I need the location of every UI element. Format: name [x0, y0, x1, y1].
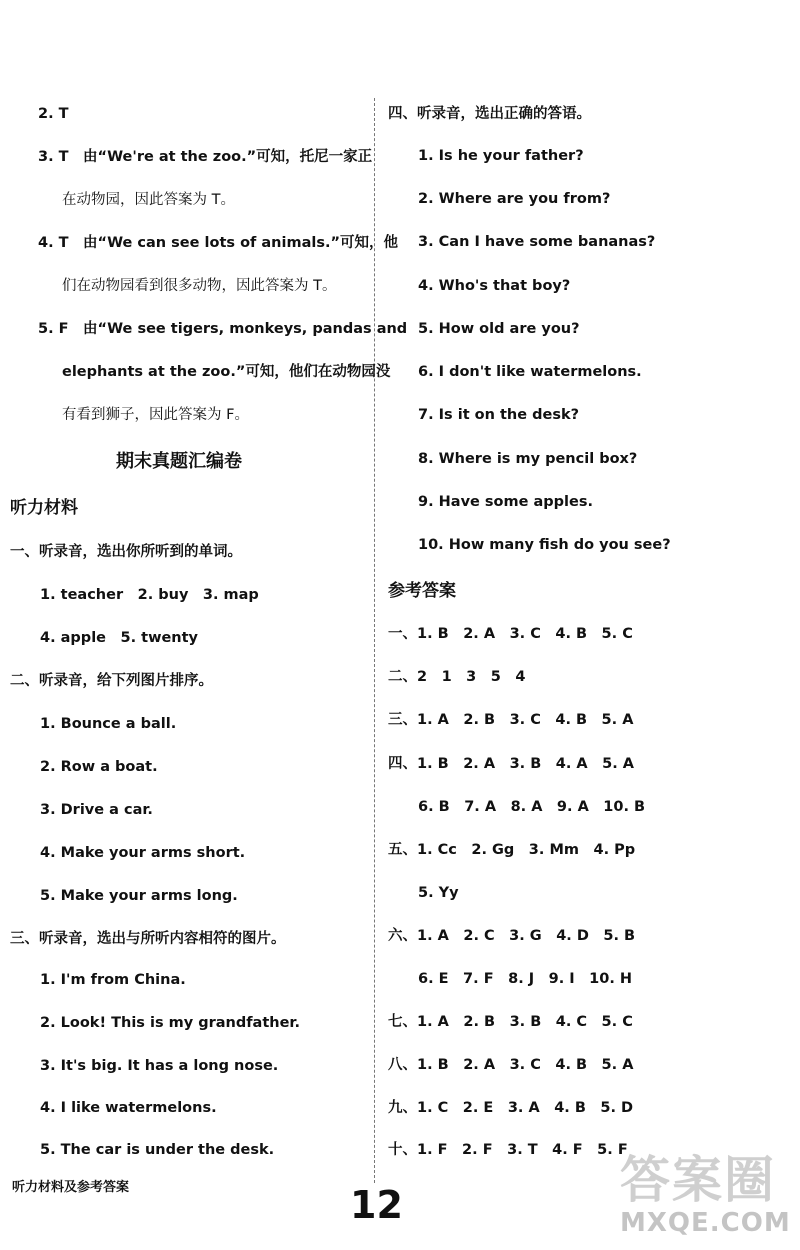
watermark-bottom-text: MXQE.COM — [620, 1208, 791, 1238]
answer-key-line: 七、1. A 2. B 3. B 4. C 5. C — [388, 1014, 633, 1030]
answer-key-line: 5. Yy — [418, 885, 459, 901]
list-item: 7. Is it on the desk? — [418, 407, 580, 423]
list-item: 10. How many fish do you see? — [418, 537, 671, 553]
list-item: 4. Who's that boy? — [418, 278, 571, 294]
list-item: 9. Have some apples. — [418, 494, 593, 510]
list-item: 5. How old are you? — [418, 321, 580, 337]
answer-key-line: 四、1. B 2. A 3. B 4. A 5. A — [388, 756, 634, 772]
answer-key-line: 一、1. B 2. A 3. C 4. B 5. C — [388, 626, 633, 642]
column-divider — [374, 98, 375, 1183]
list-item: 4. apple 5. twenty — [40, 630, 199, 646]
list-item: 4. I like watermelons. — [40, 1100, 217, 1116]
section-title: 三、听录音，选出与所听内容相符的图片。 — [10, 931, 286, 947]
list-item: 3. Drive a car. — [40, 802, 153, 818]
answer-key-line: 六、1. A 2. C 3. G 4. D 5. B — [388, 928, 636, 944]
list-item: 5. The car is under the desk. — [40, 1142, 275, 1158]
answer-key-line: 十、1. F 2. F 3. T 4. F 5. F — [388, 1142, 628, 1158]
list-item: 1. I'm from China. — [40, 972, 186, 988]
list-item: 2. Where are you from? — [418, 191, 611, 207]
list-item: 1. teacher 2. buy 3. map — [40, 587, 259, 603]
answer-key-line: 6. B 7. A 8. A 9. A 10. B — [418, 799, 646, 815]
watermark-top-text: 答案圈 — [620, 1151, 776, 1209]
exam-title: 期末真题汇编卷 — [116, 451, 242, 472]
list-item: 3. It's big. It has a long nose. — [40, 1058, 279, 1074]
answer-line: 有看到狮子，因此答案为 F。 — [62, 407, 249, 423]
answer-line: 4. T 由“We can see lots of animals.”可知，他 — [38, 235, 398, 251]
answer-key-line: 八、1. B 2. A 3. C 4. B 5. A — [388, 1057, 634, 1073]
answer-line: 2. T — [38, 106, 69, 122]
answer-key-line: 三、1. A 2. B 3. C 4. B 5. A — [388, 712, 634, 728]
list-item: 4. Make your arms short. — [40, 845, 246, 861]
list-item: 5. Make your arms long. — [40, 888, 238, 904]
list-item: 1. Is he your father? — [418, 148, 584, 164]
answer-key-line: 九、1. C 2. E 3. A 4. B 5. D — [388, 1100, 634, 1116]
answers-heading: 参考答案 — [388, 581, 456, 601]
listening-heading: 听力材料 — [10, 498, 78, 518]
list-item: 1. Bounce a ball. — [40, 716, 177, 732]
answer-line: elephants at the zoo.”可知，他们在动物园没 — [62, 364, 391, 380]
answer-line: 5. F 由“We see tigers, monkeys, pandas and — [38, 321, 408, 337]
section-title: 二、听录音，给下列图片排序。 — [10, 673, 213, 689]
answer-line: 3. T 由“We're at the zoo.”可知，托尼一家正 — [38, 149, 373, 165]
list-item: 3. Can I have some bananas? — [418, 234, 656, 250]
list-item: 8. Where is my pencil box? — [418, 451, 638, 467]
watermark-logo — [600, 1140, 790, 1245]
list-item: 6. I don't like watermelons. — [418, 364, 642, 380]
answer-key-line: 6. E 7. F 8. J 9. I 10. H — [418, 971, 633, 987]
list-item: 2. Row a boat. — [40, 759, 158, 775]
list-item: 2. Look! This is my grandfather. — [40, 1015, 301, 1031]
answer-key-line: 五、1. Cc 2. Gg 3. Mm 4. Pp — [388, 842, 636, 858]
section-title: 四、听录音，选出正确的答语。 — [388, 106, 591, 122]
page-number: 12 — [350, 1183, 403, 1227]
section-title: 一、听录音，选出你所听到的单词。 — [10, 544, 242, 560]
footer-label: 听力材料及参考答案 — [12, 1180, 130, 1195]
answer-line: 们在动物园看到很多动物，因此答案为 T。 — [62, 278, 337, 294]
answer-key-line: 二、2 1 3 5 4 — [388, 669, 526, 685]
answer-line: 在动物园，因此答案为 T。 — [62, 192, 235, 208]
